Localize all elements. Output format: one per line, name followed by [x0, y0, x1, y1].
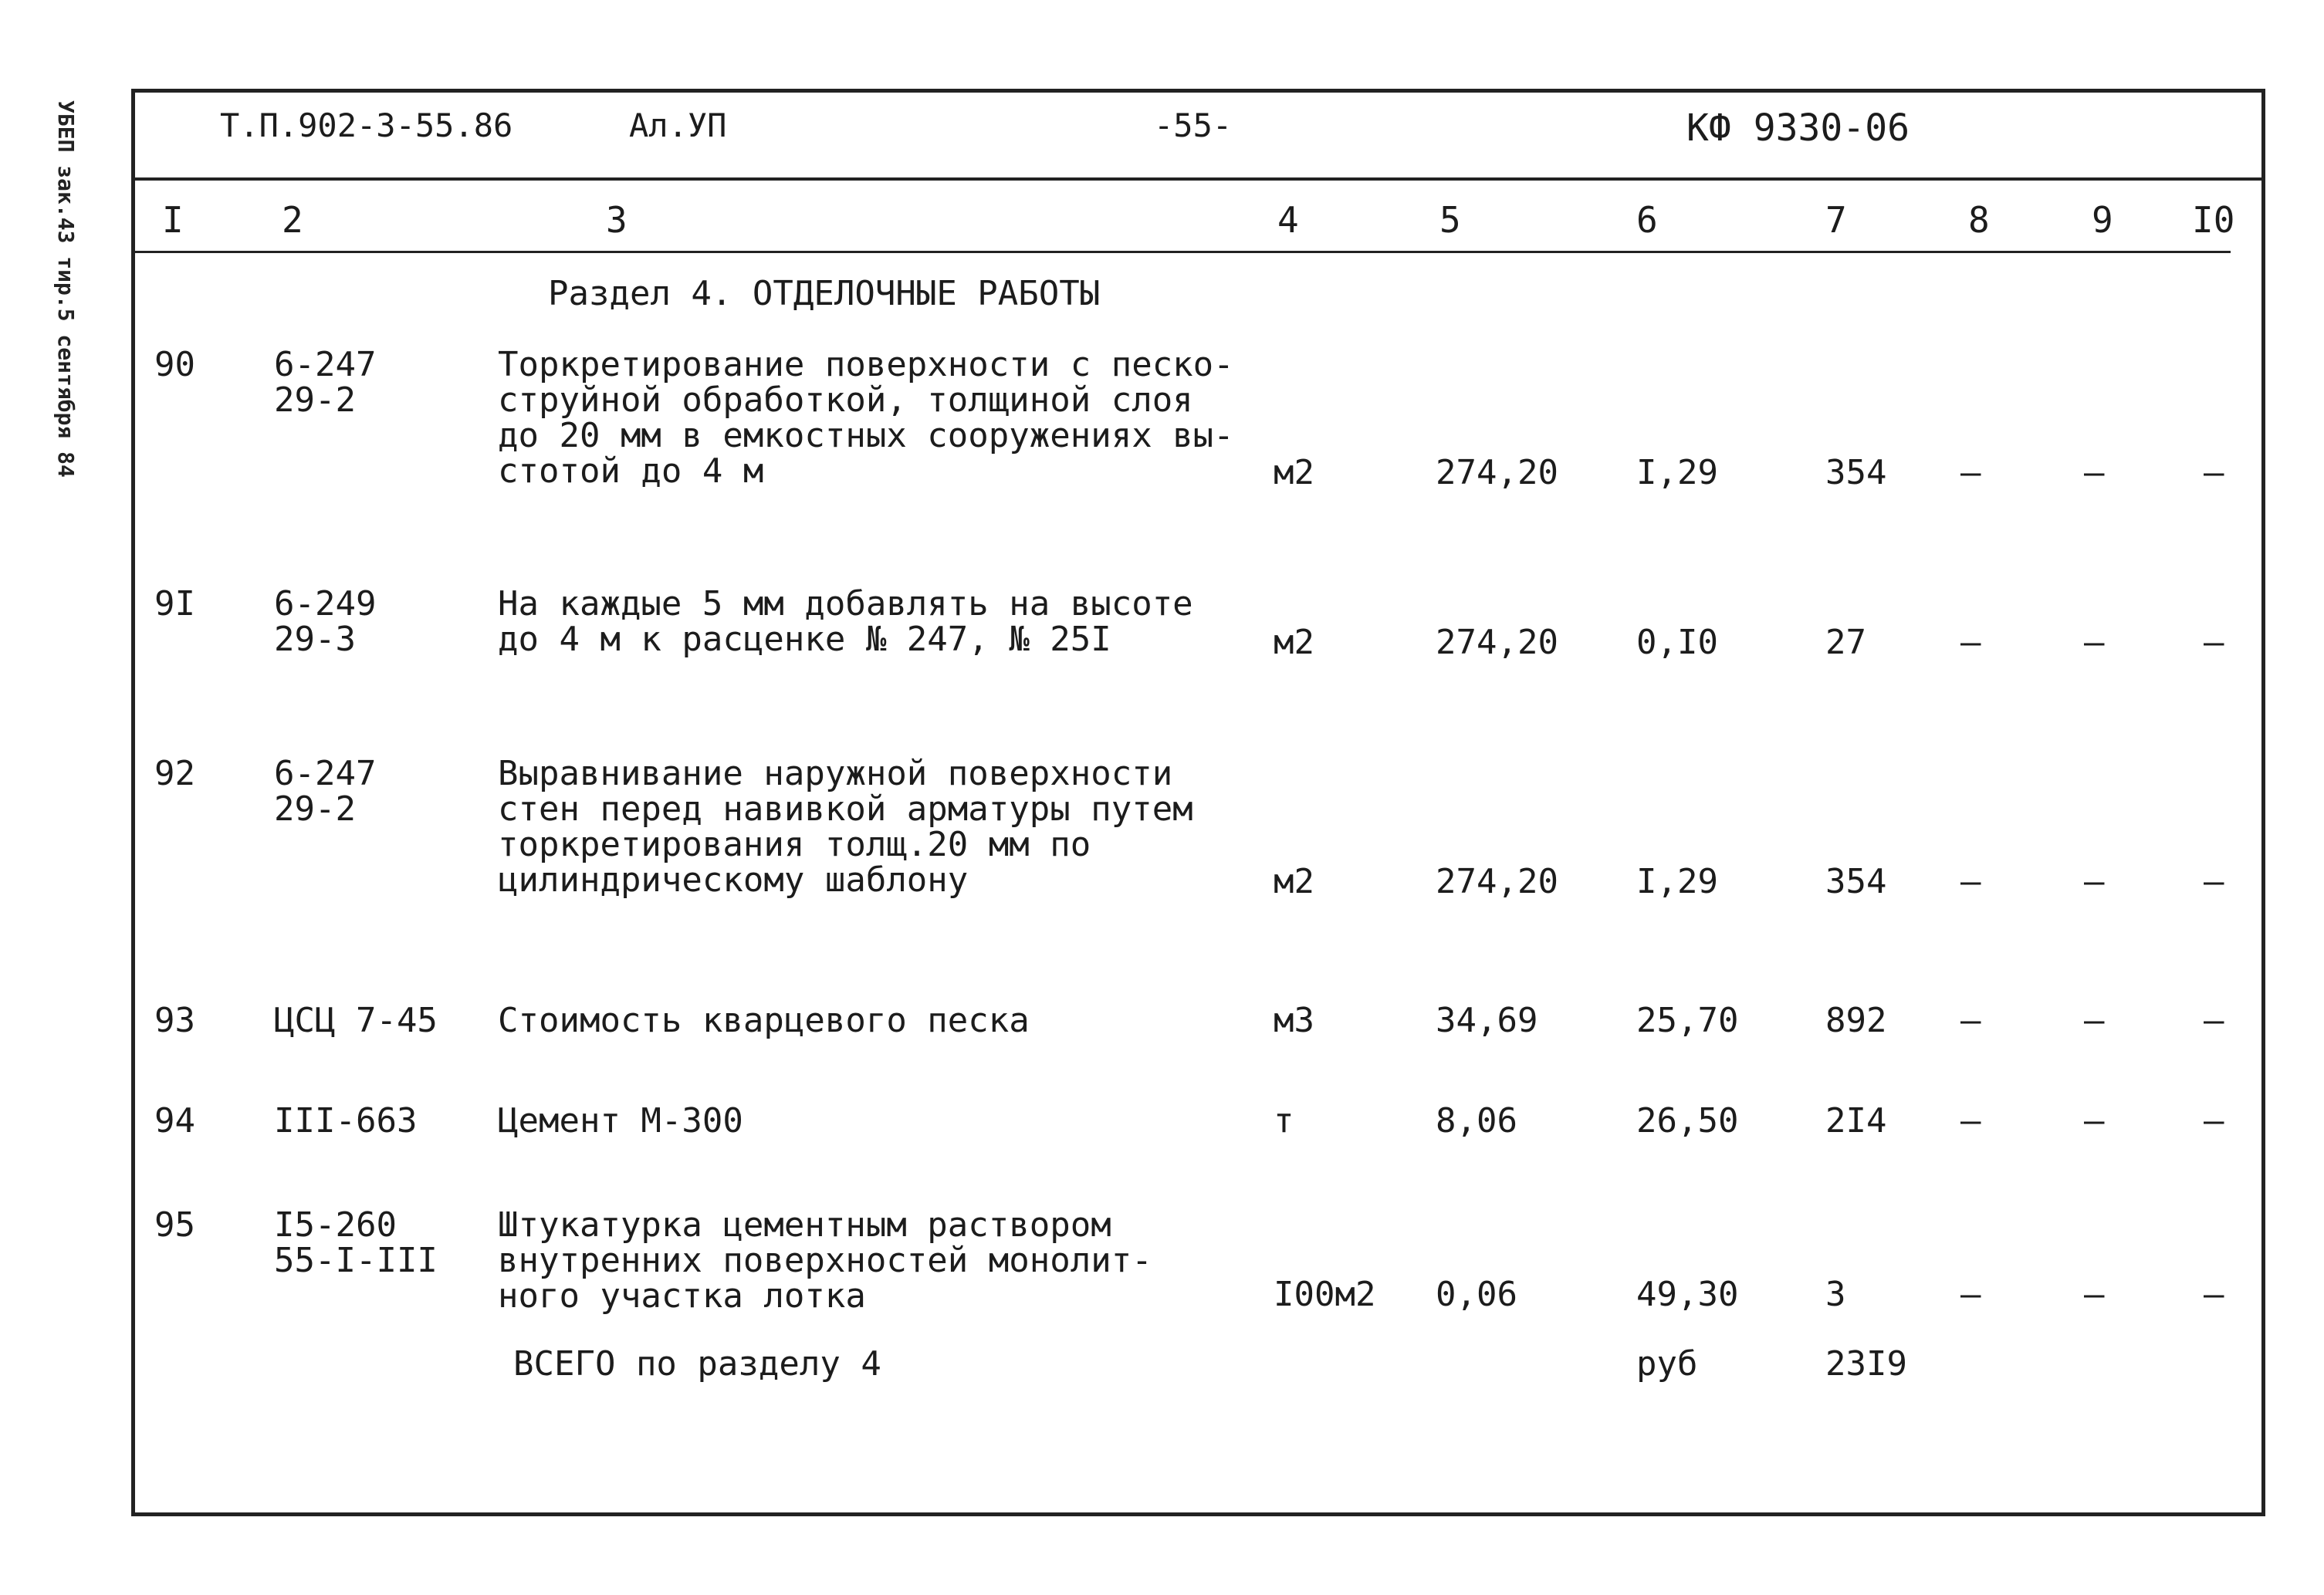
- row-number: 95: [154, 1205, 195, 1245]
- header-rule: [135, 251, 2231, 253]
- rate-code: 6-247 29-2: [274, 345, 377, 420]
- quantity: 8,06: [1436, 1101, 1517, 1140]
- col-head-2: 2: [282, 199, 303, 241]
- quantity: 0,06: [1436, 1275, 1517, 1314]
- rate-code: 6-247 29-2: [274, 754, 377, 829]
- section-title: Раздел 4. ОТДЕЛОЧНЫЕ РАБОТЫ: [548, 274, 1101, 313]
- col-head-6: 6: [1636, 199, 1658, 241]
- col-head-7: 7: [1825, 199, 1847, 241]
- col-head-3: 3: [606, 199, 628, 241]
- col10-value: –: [2204, 1101, 2224, 1140]
- work-description: Штукатурка цементным раствором внутренних поверхностей монолит- ного участка лотка: [498, 1205, 1152, 1316]
- col8-value: –: [1960, 1101, 1981, 1140]
- work-description: Выравнивание наружной поверхности стен перед навивкой арматуры путем торкретирования толщ.20 мм по цилиндрическому шаблону: [498, 754, 1193, 900]
- row-number: 9I: [154, 584, 195, 623]
- unit-price: I,29: [1636, 453, 1718, 492]
- col8-value: –: [1960, 862, 1981, 901]
- col9-value: –: [2084, 623, 2105, 662]
- document-sheet: [131, 89, 2265, 1516]
- col-head-4: 4: [1277, 199, 1299, 241]
- unit: т: [1274, 1101, 1294, 1140]
- row-number: 92: [154, 754, 195, 793]
- col10-value: –: [2204, 623, 2224, 662]
- total-cost: 892: [1825, 1001, 1887, 1040]
- col9-value: –: [2084, 1275, 2105, 1314]
- col9-value: –: [2084, 1001, 2105, 1040]
- quantity: 274,20: [1436, 453, 1558, 492]
- unit-price: 0,I0: [1636, 623, 1718, 662]
- unit: I00м2: [1274, 1275, 1376, 1314]
- col-head-5: 5: [1439, 199, 1461, 241]
- col8-value: –: [1960, 1001, 1981, 1040]
- side-stamp-text: УБЕП зак.43 тир.5 сентября 84: [53, 100, 79, 478]
- work-description: Стоимость кварцевого песка: [498, 1001, 1030, 1040]
- col8-value: –: [1960, 623, 1981, 662]
- quantity: 274,20: [1436, 862, 1558, 901]
- col-head-8: 8: [1968, 199, 1990, 241]
- col9-value: –: [2084, 453, 2105, 492]
- row-number: 94: [154, 1101, 195, 1140]
- col-head-10: I0: [2192, 199, 2235, 241]
- col10-value: –: [2204, 453, 2224, 492]
- side-stamp: [53, 100, 102, 478]
- unit: м2: [1274, 623, 1314, 662]
- col9-value: –: [2084, 1101, 2105, 1140]
- row-number: 93: [154, 1001, 195, 1040]
- total-cost: 354: [1825, 453, 1887, 492]
- total-label: ВСЕГО по разделу 4: [513, 1344, 881, 1384]
- total-value: 23I9: [1825, 1344, 1907, 1384]
- col10-value: –: [2204, 862, 2224, 901]
- col-head-1: I: [162, 199, 184, 241]
- quantity: 274,20: [1436, 623, 1558, 662]
- document-code: КФ 9330-06: [1686, 106, 1910, 150]
- col8-value: –: [1960, 1275, 1981, 1314]
- work-description: Торкретирование поверхности с песко- струйной обработкой, толщиной слоя до 20 мм в емкостных сооружениях вы- стотой до 4 м: [498, 345, 1234, 491]
- rate-code: I5-260 55-I-III: [274, 1205, 438, 1280]
- quantity: 34,69: [1436, 1001, 1538, 1040]
- album-number: Ал.УП: [629, 106, 727, 144]
- work-description: Цемент М-300: [498, 1101, 743, 1140]
- total-unit: руб: [1636, 1344, 1698, 1384]
- total-cost: 27: [1825, 623, 1866, 662]
- unit-price: 26,50: [1636, 1101, 1739, 1140]
- col10-value: –: [2204, 1001, 2224, 1040]
- unit: м3: [1274, 1001, 1314, 1040]
- unit-price: I,29: [1636, 862, 1718, 901]
- unit: м2: [1274, 862, 1314, 901]
- page-number: -55-: [1154, 106, 1233, 144]
- unit: м2: [1274, 453, 1314, 492]
- rate-code: III-663: [274, 1101, 418, 1140]
- col9-value: –: [2084, 862, 2105, 901]
- unit-price: 49,30: [1636, 1275, 1739, 1314]
- col10-value: –: [2204, 1275, 2224, 1314]
- unit-price: 25,70: [1636, 1001, 1739, 1040]
- col-head-9: 9: [2092, 199, 2113, 241]
- col8-value: –: [1960, 453, 1981, 492]
- total-cost: 354: [1825, 862, 1887, 901]
- work-description: На каждые 5 мм добавлять на высоте до 4 м к расценке № 247, № 25I: [498, 584, 1193, 659]
- total-cost: 2I4: [1825, 1101, 1887, 1140]
- title-block: [135, 93, 2261, 181]
- row-number: 90: [154, 345, 195, 384]
- project-number: Т.П.902-3-55.86: [220, 106, 513, 144]
- total-cost: 3: [1825, 1275, 1846, 1314]
- rate-code: ЦСЦ 7-45: [274, 1001, 438, 1040]
- rate-code: 6-249 29-3: [274, 584, 377, 659]
